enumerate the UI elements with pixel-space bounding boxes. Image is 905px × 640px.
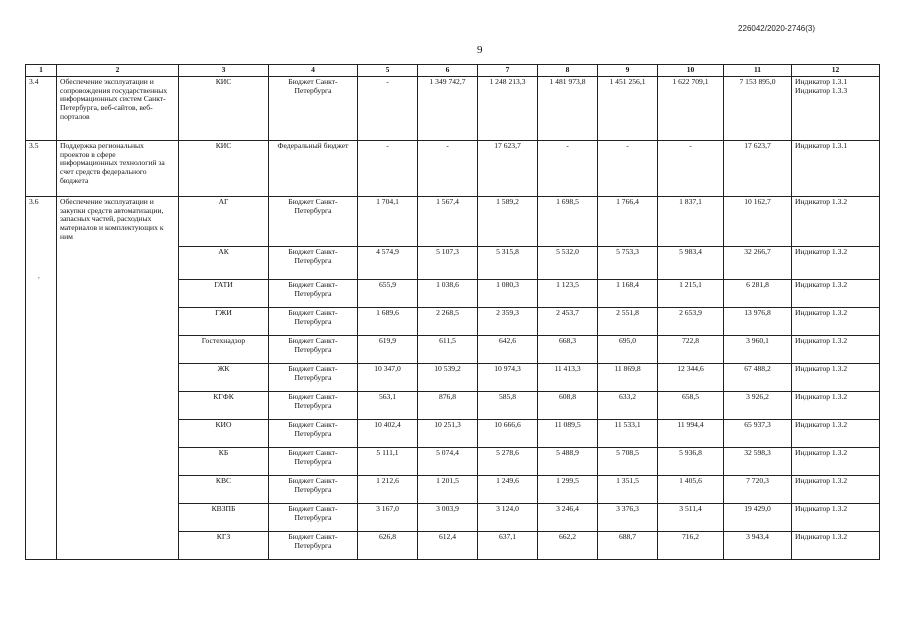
year-value-cell: 1 299,5 (538, 476, 598, 504)
year-value-cell: 612,4 (418, 532, 478, 560)
year-value-cell: 10 539,2 (418, 364, 478, 392)
funding-source-cell: Бюджет Санкт-Петербурга (269, 392, 358, 420)
indicator-label: Индикатор 1.3.1 (795, 141, 848, 150)
total-value-cell: 7 720,3 (724, 476, 792, 504)
funding-source-cell: Бюджет Санкт-Петербурга (269, 532, 358, 560)
year-value-cell: 2 268,5 (418, 308, 478, 336)
page-number: 9 (477, 44, 483, 56)
year-value-cell: 722,8 (658, 336, 724, 364)
executor-cell: АГ (179, 197, 269, 247)
year-value-cell: - (358, 141, 418, 197)
indicator-label: Индикатор 1.3.2 (795, 280, 848, 289)
executor-cell: КГЗ (179, 532, 269, 560)
year-value-cell: 5 107,3 (418, 247, 478, 280)
year-value-cell: 563,1 (358, 392, 418, 420)
column-number-cell: 3 (179, 65, 269, 77)
funding-source-cell: Бюджет Санкт-Петербурга (269, 336, 358, 364)
executor-cell: КВС (179, 476, 269, 504)
indicator-cell (792, 420, 880, 448)
year-value-cell: - (598, 141, 658, 197)
year-value-cell: 619,9 (358, 336, 418, 364)
column-number-cell: 11 (724, 65, 792, 77)
year-value-cell: 1 351,5 (598, 476, 658, 504)
year-value-cell: 3 124,0 (478, 504, 538, 532)
year-value-cell: 1 038,6 (418, 280, 478, 308)
funding-source-cell: Бюджет Санкт-Петербурга (269, 247, 358, 280)
year-value-cell: 1 704,1 (358, 197, 418, 247)
year-value-cell: 5 983,4 (658, 247, 724, 280)
item-number-cell: 3.4 (26, 77, 57, 141)
column-number-cell: 12 (792, 65, 880, 77)
year-value-cell: 876,8 (418, 392, 478, 420)
total-value-cell: 67 488,2 (724, 364, 792, 392)
funding-source-cell: Федеральный бюджет (269, 141, 358, 197)
total-value-cell: 10 162,7 (724, 197, 792, 247)
year-value-cell: 1 689,6 (358, 308, 418, 336)
year-value-cell: 11 994,4 (658, 420, 724, 448)
year-value-cell: 1 248 213,3 (478, 77, 538, 141)
year-value-cell: 1 123,5 (538, 280, 598, 308)
executor-cell: КИО (179, 420, 269, 448)
year-value-cell: 1 080,3 (478, 280, 538, 308)
year-value-cell: 1 215,1 (658, 280, 724, 308)
indicator-label: Индикатор 1.3.2 (795, 504, 848, 513)
year-value-cell: 668,3 (538, 336, 598, 364)
year-value-cell: 2 359,3 (478, 308, 538, 336)
year-value-cell: 1 451 256,1 (598, 77, 658, 141)
total-value-cell: 3 960,1 (724, 336, 792, 364)
item-number-cell: 3.5 (26, 141, 57, 197)
column-number-cell: 4 (269, 65, 358, 77)
activity-name-cell: Обеспечение эксплуатации и сопровождения государственных информационных систем Санкт-Петербурга, веб-сайтов, веб-порталов (57, 77, 179, 141)
total-value-cell: 17 623,7 (724, 141, 792, 197)
funding-source-cell: Бюджет Санкт-Петербурга (269, 197, 358, 247)
year-value-cell: 1 201,5 (418, 476, 478, 504)
column-number-cell: 7 (478, 65, 538, 77)
year-value-cell: 3 511,4 (658, 504, 724, 532)
table-row (26, 141, 880, 197)
year-value-cell: 611,5 (418, 336, 478, 364)
indicator-cell (792, 280, 880, 308)
year-value-cell: 5 753,3 (598, 247, 658, 280)
item-number-cell: 3.6 (26, 197, 57, 560)
total-value-cell: 3 943,4 (724, 532, 792, 560)
indicator-cell (792, 336, 880, 364)
indicator-label: Индикатор 1.3.2 (795, 476, 848, 485)
indicator-label: Индикатор 1.3.2 (795, 247, 848, 256)
year-value-cell: 658,5 (658, 392, 724, 420)
activity-name-cell: Поддержка региональных проектов в сфере информационных технологий за счет средств федерального бюджета (57, 141, 179, 197)
indicator-cell (792, 364, 880, 392)
column-number-cell: 8 (538, 65, 598, 77)
program-table (25, 64, 880, 560)
year-value-cell: 637,1 (478, 532, 538, 560)
year-value-cell: 11 869,8 (598, 364, 658, 392)
column-number-cell: 9 (598, 65, 658, 77)
year-value-cell: 5 278,6 (478, 448, 538, 476)
funding-source-cell: Бюджет Санкт-Петербурга (269, 77, 358, 141)
year-value-cell: 1 212,6 (358, 476, 418, 504)
total-value-cell: 13 976,8 (724, 308, 792, 336)
year-value-cell: 10 251,3 (418, 420, 478, 448)
total-value-cell: 32 266,7 (724, 247, 792, 280)
executor-cell: КГФК (179, 392, 269, 420)
year-value-cell: 1 698,5 (538, 197, 598, 247)
indicator-label: Индикатор 1.3.2 (795, 420, 848, 429)
year-value-cell: 5 532,0 (538, 247, 598, 280)
indicator-label: Индикатор 1.3.2 (795, 336, 848, 345)
executor-cell: КВЗПБ (179, 504, 269, 532)
year-value-cell: 3 003,9 (418, 504, 478, 532)
indicator-label: Индикатор 1.3.2 (795, 392, 848, 401)
column-number-row (26, 65, 880, 77)
funding-source-cell: Бюджет Санкт-Петербурга (269, 476, 358, 504)
indicator-cell (792, 532, 880, 560)
indicator-label: Индикатор 1.3.2 (795, 532, 848, 541)
indicator-cell (792, 308, 880, 336)
column-number-cell: 10 (658, 65, 724, 77)
executor-cell: КИС (179, 141, 269, 197)
year-value-cell: 1 168,4 (598, 280, 658, 308)
indicator-label: Индикатор 1.3.2 (795, 448, 848, 457)
indicator-label: Индикатор 1.3.2 (795, 364, 848, 373)
indicator-label: Индикатор 1.3.1 (795, 77, 848, 86)
table-body (26, 65, 880, 560)
year-value-cell: 633,2 (598, 392, 658, 420)
total-value-cell: 3 926,2 (724, 392, 792, 420)
column-number-cell: 5 (358, 65, 418, 77)
year-value-cell: 10 666,6 (478, 420, 538, 448)
year-value-cell: 12 344,6 (658, 364, 724, 392)
year-value-cell: 10 974,3 (478, 364, 538, 392)
indicator-label: Индикатор 1.3.2 (795, 308, 848, 317)
year-value-cell: 5 074,4 (418, 448, 478, 476)
year-value-cell: - (358, 77, 418, 141)
year-value-cell: 2 453,7 (538, 308, 598, 336)
table-row (26, 197, 880, 247)
year-value-cell: 5 936,8 (658, 448, 724, 476)
funding-source-cell: Бюджет Санкт-Петербурга (269, 420, 358, 448)
table-row (26, 77, 880, 141)
executor-cell: Гостехнадзор (179, 336, 269, 364)
year-value-cell: 5 488,9 (538, 448, 598, 476)
indicator-cell (792, 247, 880, 280)
year-value-cell: - (418, 141, 478, 197)
stray-mark: , (38, 272, 40, 280)
year-value-cell: 1 249,6 (478, 476, 538, 504)
year-value-cell: 2 653,9 (658, 308, 724, 336)
year-value-cell: 3 167,0 (358, 504, 418, 532)
year-value-cell: 1 481 973,8 (538, 77, 598, 141)
year-value-cell: 1 405,6 (658, 476, 724, 504)
total-value-cell: 32 598,3 (724, 448, 792, 476)
year-value-cell: 1 766,4 (598, 197, 658, 247)
indicator-cell (792, 448, 880, 476)
year-value-cell: 716,2 (658, 532, 724, 560)
funding-source-cell: Бюджет Санкт-Петербурга (269, 280, 358, 308)
document-code: 226042/2020-2746(3) (738, 24, 815, 33)
executor-cell: ГАТИ (179, 280, 269, 308)
year-value-cell: 11 089,5 (538, 420, 598, 448)
year-value-cell: 11 413,3 (538, 364, 598, 392)
year-value-cell: 608,8 (538, 392, 598, 420)
indicator-cell (792, 476, 880, 504)
year-value-cell: 4 574,9 (358, 247, 418, 280)
total-value-cell: 19 429,0 (724, 504, 792, 532)
column-number-cell: 6 (418, 65, 478, 77)
year-value-cell: 1 567,4 (418, 197, 478, 247)
year-value-cell: 688,7 (598, 532, 658, 560)
total-value-cell: 7 153 895,0 (724, 77, 792, 141)
indicator-label: Индикатор 1.3.3 (795, 85, 848, 95)
year-value-cell: 642,6 (478, 336, 538, 364)
activity-name-cell: Обеспечение эксплуатации и закупки средств автоматизации, запасных частей, расходных материалов и комплектующих к ним (57, 197, 179, 560)
year-value-cell: 1 349 742,7 (418, 77, 478, 141)
year-value-cell: 695,0 (598, 336, 658, 364)
year-value-cell: 655,9 (358, 280, 418, 308)
year-value-cell: 11 533,1 (598, 420, 658, 448)
total-value-cell: 6 281,8 (724, 280, 792, 308)
year-value-cell: 2 551,8 (598, 308, 658, 336)
funding-source-cell: Бюджет Санкт-Петербурга (269, 364, 358, 392)
year-value-cell: 3 376,3 (598, 504, 658, 532)
year-value-cell: - (538, 141, 598, 197)
year-value-cell: 10 347,0 (358, 364, 418, 392)
executor-cell: КИС (179, 77, 269, 141)
year-value-cell: 626,8 (358, 532, 418, 560)
indicator-cell (792, 197, 880, 247)
indicator-cell (792, 141, 880, 197)
funding-source-cell: Бюджет Санкт-Петербурга (269, 448, 358, 476)
year-value-cell: 10 402,4 (358, 420, 418, 448)
funding-source-cell: Бюджет Санкт-Петербурга (269, 504, 358, 532)
executor-cell: АК (179, 247, 269, 280)
year-value-cell: 17 623,7 (478, 141, 538, 197)
executor-cell: ГЖИ (179, 308, 269, 336)
column-number-cell: 1 (26, 65, 57, 77)
year-value-cell: 5 315,8 (478, 247, 538, 280)
year-value-cell: 662,2 (538, 532, 598, 560)
indicator-cell (792, 504, 880, 532)
indicator-cell (792, 77, 880, 141)
indicator-label: Индикатор 1.3.2 (795, 197, 848, 206)
indicator-cell (792, 392, 880, 420)
executor-cell: ЖК (179, 364, 269, 392)
year-value-cell: 5 708,5 (598, 448, 658, 476)
year-value-cell: 1 589,2 (478, 197, 538, 247)
column-number-cell: 2 (57, 65, 179, 77)
year-value-cell: 3 246,4 (538, 504, 598, 532)
year-value-cell: 585,8 (478, 392, 538, 420)
executor-cell: КБ (179, 448, 269, 476)
year-value-cell: 1 837,1 (658, 197, 724, 247)
year-value-cell: 5 111,1 (358, 448, 418, 476)
year-value-cell: - (658, 141, 724, 197)
year-value-cell: 1 622 709,1 (658, 77, 724, 141)
total-value-cell: 65 937,3 (724, 420, 792, 448)
funding-source-cell: Бюджет Санкт-Петербурга (269, 308, 358, 336)
